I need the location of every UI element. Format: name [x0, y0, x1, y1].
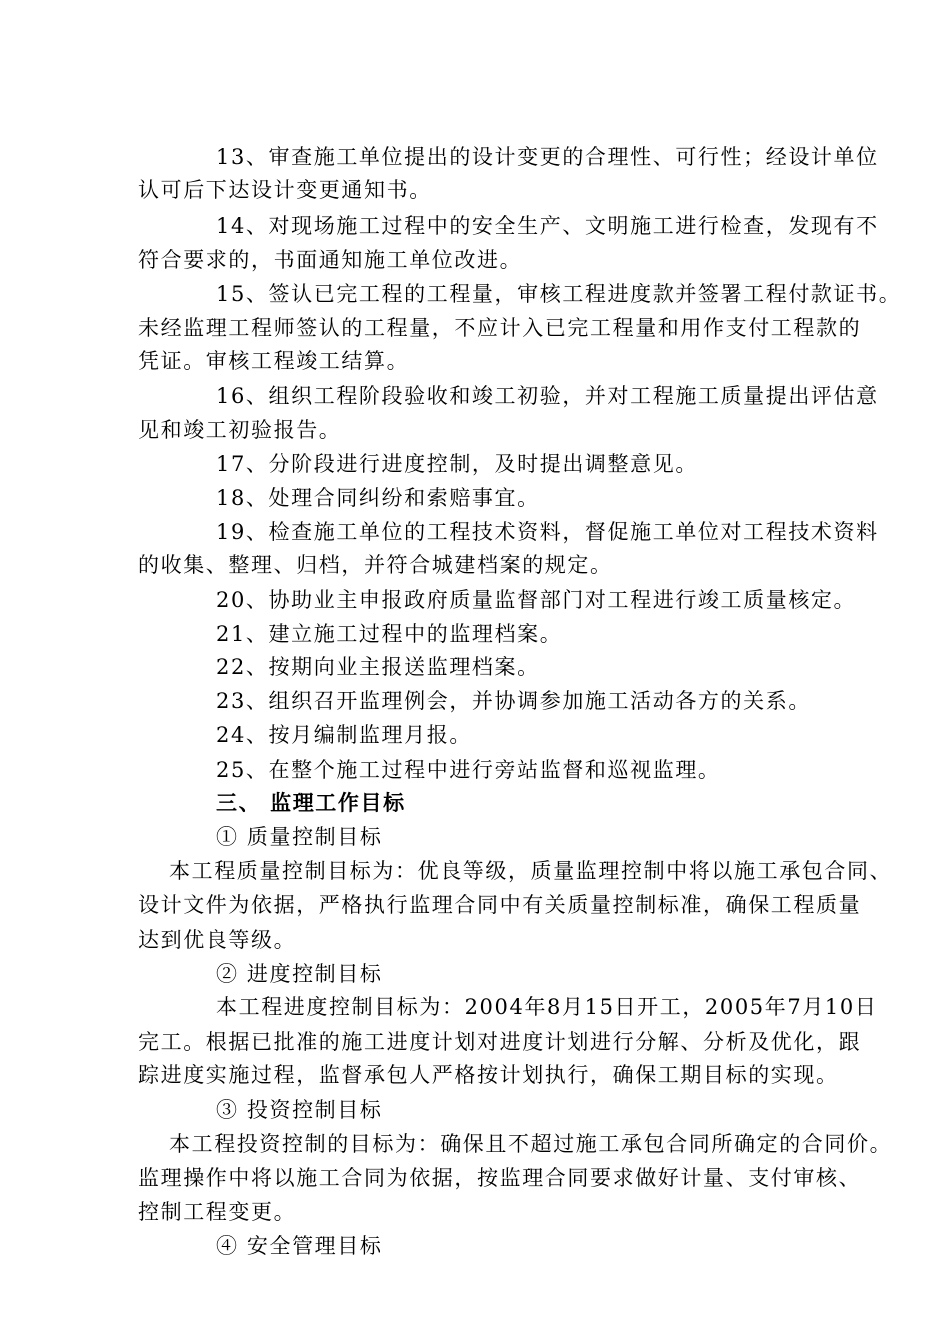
- item-16-line-1: 16、组织工程阶段验收和竣工初验，并对工程施工质量提出评估意: [216, 384, 879, 408]
- item-17: 17、分阶段进行进度控制，及时提出调整意见。: [216, 452, 698, 476]
- item-21: 21、建立施工过程中的监理档案。: [216, 622, 563, 646]
- investment-para-line-1: 本工程投资控制的目标为：确保且不超过施工承包合同所确定的合同价。: [169, 1132, 893, 1156]
- item-19-line-1: 19、检查施工单位的工程技术资料，督促施工单位对工程技术资料: [216, 520, 879, 544]
- item-15-line-2: 未经监理工程师签认的工程量，不应计入已完工程量和用作支付工程款的: [138, 316, 862, 340]
- subheading-schedule: ② 进度控制目标: [216, 962, 383, 986]
- quality-para-line-1: 本工程质量控制目标为：优良等级，质量监理控制中将以施工承包合同、: [169, 859, 893, 883]
- subheading-safety: ④ 安全管理目标: [216, 1234, 383, 1258]
- item-20: 20、协助业主申报政府质量监督部门对工程进行竣工质量核定。: [216, 588, 857, 612]
- item-13-line-2: 认可后下达设计变更通知书。: [138, 178, 432, 202]
- subheading-quality: ① 质量控制目标: [216, 825, 383, 849]
- item-25: 25、在整个施工过程中进行旁站监督和巡视监理。: [216, 758, 721, 782]
- item-22: 22、按期向业主报送监理档案。: [216, 655, 540, 679]
- item-14-line-1: 14、对现场施工过程中的安全生产、文明施工进行检查，发现有不: [216, 214, 879, 238]
- quality-para-line-3: 达到优良等级。: [138, 928, 297, 952]
- item-16-line-2: 见和竣工初验报告。: [138, 418, 342, 442]
- item-23: 23、组织召开监理例会，并协调参加施工活动各方的关系。: [216, 689, 811, 713]
- item-14-line-2: 符合要求的，书面通知施工单位改进。: [138, 248, 523, 272]
- investment-para-line-2: 监理操作中将以施工合同为依据，按监理合同要求做好计量、支付审核、: [138, 1166, 862, 1190]
- item-18: 18、处理合同纠纷和索赔事宜。: [216, 486, 540, 510]
- investment-para-line-3: 控制工程变更。: [138, 1200, 297, 1224]
- schedule-para-line-2: 完工。根据已批准的施工进度计划对进度计划进行分解、分析及优化，跟: [138, 1030, 862, 1054]
- subheading-investment: ③ 投资控制目标: [216, 1098, 383, 1122]
- item-19-line-2: 的收集、整理、归档，并符合城建档案的规定。: [138, 553, 613, 577]
- schedule-para-line-1: 本工程进度控制目标为：2004年8月15日开工，2005年7月10日: [216, 995, 878, 1019]
- section-heading-3: 三、 监理工作目标: [216, 790, 406, 815]
- quality-para-line-2: 设计文件为依据，严格执行监理合同中有关质量控制标准，确保工程质量: [138, 893, 862, 917]
- item-15-line-3: 凭证。审核工程竣工结算。: [138, 349, 410, 373]
- schedule-para-line-3: 踪进度实施过程，监督承包人严格按计划执行，确保工期目标的实现。: [138, 1063, 839, 1087]
- item-13-line-1: 13、审查施工单位提出的设计变更的合理性、可行性；经设计单位: [216, 145, 879, 169]
- item-24: 24、按月编制监理月报。: [216, 723, 472, 747]
- item-15-line-1: 15、签认已完工程的工程量，审核工程进度款并签署工程付款证书。: [216, 282, 902, 306]
